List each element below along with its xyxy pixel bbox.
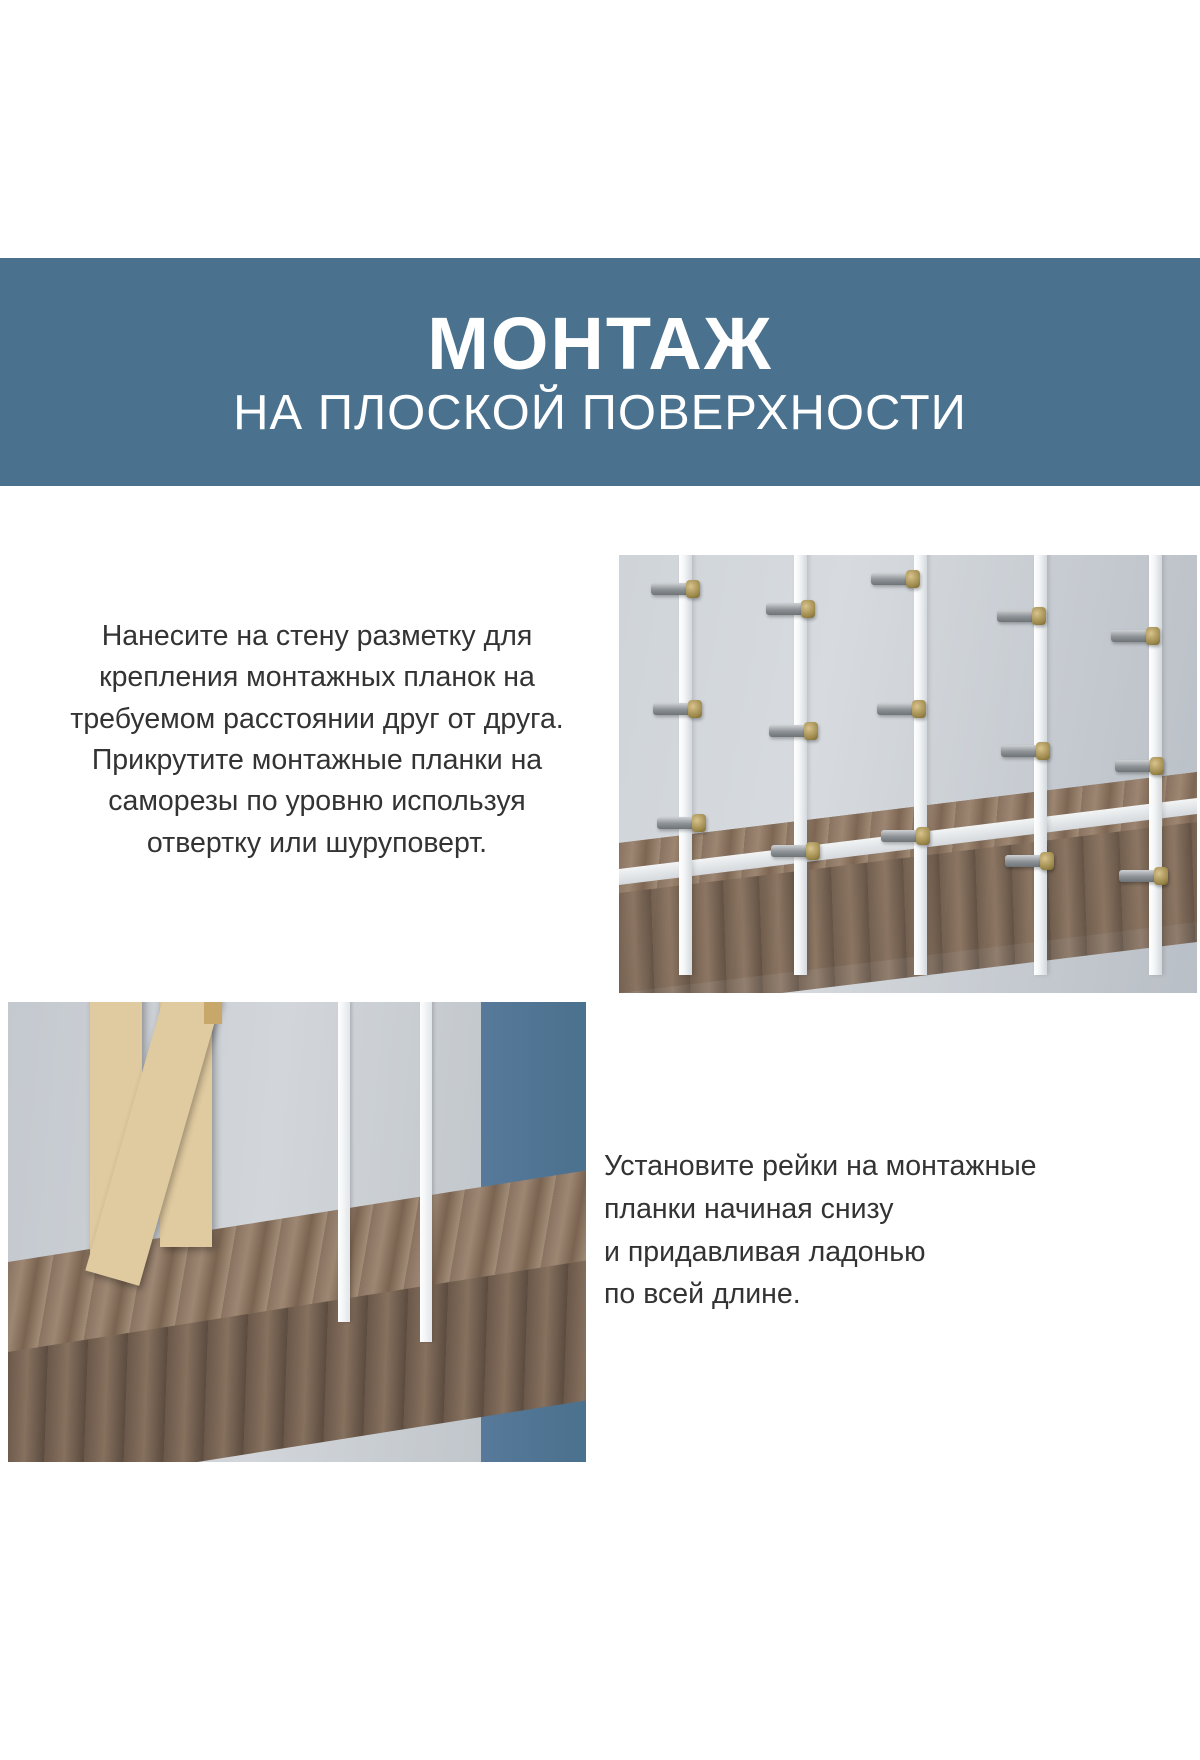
page-title: МОНТАЖ [427, 301, 773, 385]
step-1-photo [619, 555, 1197, 993]
screw-icon [657, 817, 697, 829]
step-2-line-4: по всей длине. [604, 1278, 801, 1311]
step-2-line-2: планки начиная снизу [604, 1192, 894, 1225]
screw-icon [653, 703, 693, 715]
screw-icon [769, 725, 809, 737]
mounting-strip [420, 1002, 432, 1342]
screw-icon [1119, 870, 1159, 882]
slat-clip [204, 1002, 222, 1024]
step-2-line-3: и придавливая ладонью [604, 1235, 926, 1268]
mounting-strip [794, 555, 807, 975]
screw-icon [1005, 855, 1045, 867]
screw-icon [766, 603, 806, 615]
screw-icon [997, 610, 1037, 622]
mounting-strip [679, 555, 692, 975]
screw-icon [771, 845, 811, 857]
step-2-line-1: Установите рейки на монтажные [604, 1150, 1037, 1182]
header-banner [0, 258, 1200, 486]
mounting-strip [338, 1002, 350, 1322]
screw-icon [1111, 630, 1151, 642]
screw-icon [877, 703, 917, 715]
step-2-instruction-text [604, 1145, 1104, 1316]
step-2-photo [8, 1002, 586, 1462]
screw-icon [1115, 760, 1155, 772]
screw-icon [881, 830, 921, 842]
page-subtitle: НА ПЛОСКОЙ ПОВЕРХНОСТИ [233, 385, 967, 440]
mounting-strip [914, 555, 927, 975]
step-1-instruction-text: Нанесите на стену разметку для крепления монтажных планок на требуемом расстоянии друг от друга. Прикрутите монтажные планки на саморезы по уровню используя отвертку или шуруповерт. [70, 620, 564, 859]
screw-icon [871, 573, 911, 585]
screw-icon [651, 583, 691, 595]
screw-icon [1001, 745, 1041, 757]
